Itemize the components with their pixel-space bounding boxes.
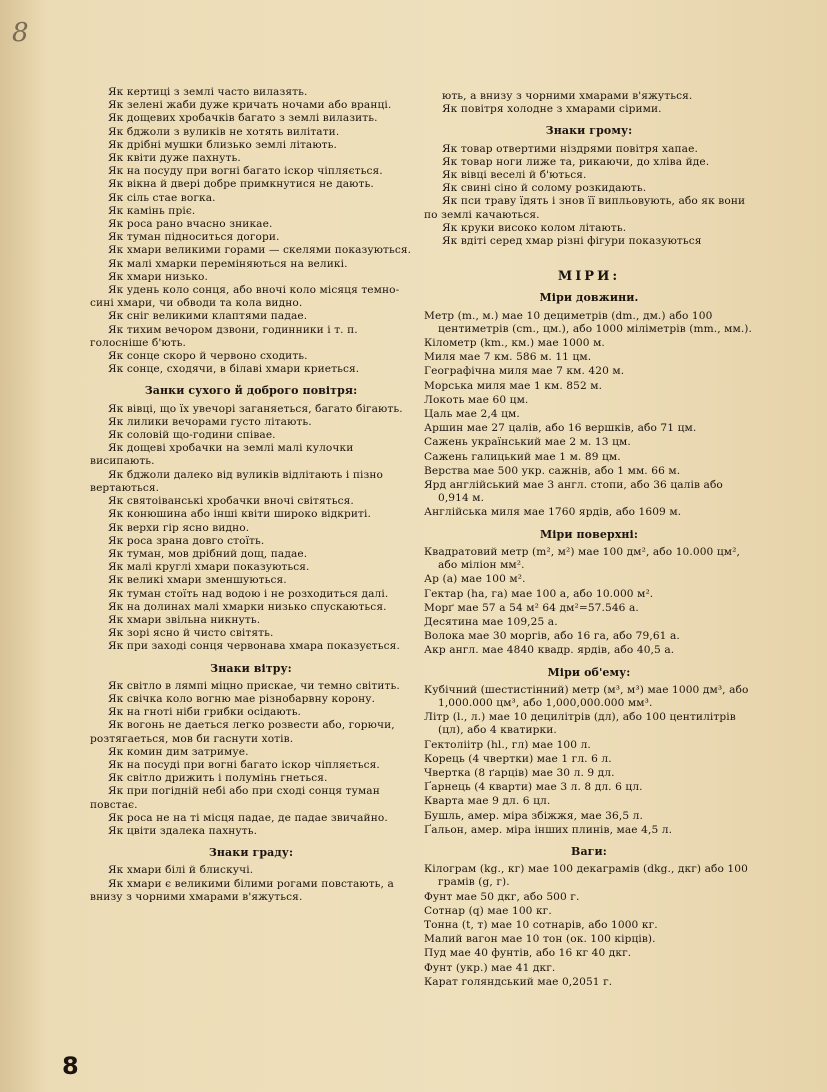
measure-entry: Ярд англійський мае 3 англ. стопи, або 36 цалів або 0,914 м. bbox=[424, 479, 723, 505]
measure-entry: Кілограм (kg., кг) мае 100 декаграмів (dkg., дкг) або 100 грамів (g, г). bbox=[424, 863, 748, 889]
measure-entry: Географічна миля мае 7 км. 420 м. bbox=[424, 365, 625, 378]
measure-entry: Бушль, амер. міра збіжжя, мае 36,5 л. bbox=[424, 809, 643, 822]
measure-entry: Кубічний (шестистінний) метр (м³, м³) мае 1000 дм³, або 1,000.000 цм³, або 1,000,000.000 мм³. bbox=[424, 683, 749, 709]
sign-line: Як зорі ясно й чисто світять. bbox=[108, 627, 274, 640]
sign-line: Як туман підноситься догори. bbox=[108, 231, 280, 244]
measure-entry: Кварта мае 9 дл. 6 цл. bbox=[424, 795, 551, 808]
measure-entry: Ґальон, амер. міра інших плинів, мае 4,5 л. bbox=[424, 823, 673, 836]
sign-line: Як роса рано вчасно зникае. bbox=[108, 218, 273, 231]
sign-line: Як хмари білі й блискучі. bbox=[108, 864, 254, 877]
sign-line: Як дощеві хробачки на землі малі кулочки висипають. bbox=[90, 442, 354, 468]
measure-entry: Локоть мае 60 цм. bbox=[424, 393, 529, 406]
measure-entry: Квадратовий метр (m², м²) мае 100 дм², або 10.000 цм², або мілiон мм². bbox=[424, 545, 740, 572]
sign-line: Як камінь пріє. bbox=[108, 204, 196, 217]
sign-line: Як тихим вечором дзвони, годинники і т. п. голосніше б'ють. bbox=[90, 323, 358, 349]
measure-entry: Морська миля мае 1 км. 852 м. bbox=[424, 379, 603, 392]
measure-entry: Аршин мае 27 цалів, або 16 вершків, або 71 цм. bbox=[424, 422, 697, 435]
sign-line: Як роса не на ті місця падае, де падае звичайно. bbox=[108, 811, 388, 824]
sign-line: Як на гноті ніби грибки осідають. bbox=[108, 706, 302, 719]
sign-line: Як туман стоїть над водою і не розходиться далі. bbox=[108, 587, 389, 600]
measure-entry: Англійська миля мае 1760 ярдів, або 1609 м. bbox=[424, 506, 682, 519]
sign-line: Як світло дрижить і полумінь гнеться. bbox=[108, 772, 328, 785]
sign-line: Як дрібні мушки близько землі літають. bbox=[108, 138, 337, 151]
sign-line: Як бджоли з вуликів не хотять вилітати. bbox=[108, 125, 340, 138]
weight-measures-list bbox=[424, 863, 754, 989]
sign-line: Як на посуді при вогні багато іскор чіпляється. bbox=[108, 758, 380, 771]
measure-entry: Корець (4 чвертки) мае 1 гл. 6 л. bbox=[424, 752, 612, 765]
measure-entry: Сажень український мае 2 м. 13 цм. bbox=[424, 436, 631, 449]
wind-signs-list bbox=[90, 680, 412, 838]
wind-signs-heading: Знаки вітру: bbox=[210, 661, 292, 675]
measure-entry: Ар (а) мае 100 м². bbox=[424, 573, 526, 586]
sign-line: Як вівці, що їх увечорі заганяеться, багато бігають. bbox=[108, 402, 403, 415]
volume-measures-list bbox=[424, 684, 754, 837]
sign-line: Як хмари звільна никнуть. bbox=[108, 613, 261, 626]
sign-line: Як сніг великими клаптями падае. bbox=[108, 310, 308, 323]
sign-line: Як хмари низько. bbox=[108, 270, 208, 283]
length-measures-list bbox=[424, 310, 754, 520]
measure-entry: Десятина мае 109,25 а. bbox=[424, 615, 558, 628]
length-measures-heading: Міри довжини. bbox=[539, 291, 639, 305]
dry-weather-list bbox=[90, 403, 412, 654]
measure-entry: Малий вагон мае 10 тон (ок. 100 кірців). bbox=[424, 933, 656, 946]
measure-entry: Гектар (ha, га) мае 100 а, або 10.000 м². bbox=[424, 587, 654, 600]
sign-line: Як свині сіно й солому розкидають. bbox=[442, 182, 647, 195]
sign-line: Як свічка коло вогню мае різнобарвну корону. bbox=[108, 692, 376, 705]
thunder-signs-list bbox=[424, 143, 754, 249]
sign-line: Як кертиці з землі часто вилазять. bbox=[108, 86, 308, 98]
sign-line: Як пси траву їдять і знов її випльовують, або як вони по землі качаються. bbox=[424, 195, 746, 221]
measure-entry: Цаль мае 2,4 цм. bbox=[424, 408, 520, 421]
sign-line: Як бджоли далеко від вуликів відлітають і пізно вертаються. bbox=[90, 468, 384, 494]
sign-line: Як конюшина або інші квіти широко відкриті. bbox=[108, 508, 371, 521]
measure-entry: Фунт (укр.) мае 41 дкг. bbox=[424, 961, 556, 974]
measure-entry: Кілометр (km., км.) мае 1000 м. bbox=[424, 337, 605, 350]
volume-measures-heading: Міри об'ему: bbox=[547, 665, 631, 679]
sign-line: Як малі хмарки переміняються на великі. bbox=[108, 257, 348, 270]
sign-line: Як вогонь не даеться легко розвести або, горючи, розтягаеться, мов би гаснути хотів. bbox=[90, 719, 395, 745]
hail-signs-continued bbox=[424, 90, 754, 116]
sign-line: Як повітря холодне з хмарами сірими. bbox=[442, 103, 662, 116]
measure-entry: Миля мае 7 км. 586 м. 11 цм. bbox=[424, 351, 592, 364]
sign-line: Як на посуду при вогні багато іскор чіпляється. bbox=[108, 165, 383, 178]
sign-line: Як туман, мов дрібний дощ, падае. bbox=[108, 547, 308, 560]
measure-entry: Верства мае 500 укр. сажнів, або 1 мм. 66 м. bbox=[424, 464, 681, 477]
sign-line: Як лилики вечорами густо літають. bbox=[108, 415, 312, 428]
left-column bbox=[90, 86, 412, 904]
sign-line: ють, а внизу з чорними хмарами в'яжуться. bbox=[442, 90, 693, 102]
measure-entry: Сажень галицький мае 1 м. 89 цм. bbox=[424, 450, 621, 463]
sign-line: Як цвіти здалека пахнуть. bbox=[108, 824, 258, 837]
sign-line: Як сонце, сходячи, в білаві хмари криеться. bbox=[108, 363, 360, 376]
measure-entry: Фунт мае 50 дкг, або 500 г. bbox=[424, 890, 580, 903]
sign-line: Як при погідній небі або при сході сонця туман повстає. bbox=[90, 785, 380, 811]
measure-entry: Літр (l., л.) мае 10 децилітрів (дл), або 100 центилітрів (цл), або 4 кватирки. bbox=[424, 711, 736, 737]
right-column bbox=[424, 90, 754, 990]
measure-entry: Волока мае 30 моргів, або 16 га, або 79,61 а. bbox=[424, 630, 680, 643]
handwritten-page-note: 8 bbox=[12, 18, 29, 48]
measure-entry: Сотнар (q) мае 100 кг. bbox=[424, 904, 552, 917]
sign-line: Як роса зрана довго стоїть. bbox=[108, 534, 265, 547]
sign-line: Як квіти дуже пахнуть. bbox=[108, 152, 241, 165]
sign-line: Як хмари великими горами — скелями показуються. bbox=[108, 244, 412, 257]
hail-signs-list bbox=[90, 864, 412, 904]
measure-entry: Метр (m., м.) мае 10 дециметрів (dm., дм.) або 100 центиметрів (cm., цм.), або 1000 міліметрів (mm., мм.). bbox=[424, 309, 752, 335]
sign-line: Як дощевих хробачків багато з землі вилазить. bbox=[108, 112, 378, 125]
thunder-signs-heading: Знаки грому: bbox=[545, 124, 633, 138]
sign-line: Як при заході сонця червонава хмара показується. bbox=[108, 640, 400, 653]
measure-entry: Ґарнець (4 кварти) мае 3 л. 8 дл. 6 цл. bbox=[424, 781, 643, 794]
measure-entry: Акр англ. мае 4840 квадр. ярдів, або 40,5 а. bbox=[424, 644, 675, 657]
sign-line: Як верхи гір ясно видно. bbox=[108, 521, 250, 534]
sign-line: Як малі круглі хмари показуються. bbox=[108, 561, 310, 574]
sign-line: Як товар отвертими ніздрями повітря хапае. bbox=[442, 142, 698, 155]
dry-weather-heading: Занки сухого й доброго повітря: bbox=[144, 384, 358, 398]
sign-line: Як святоіванські хробачки вночі світяться. bbox=[108, 495, 354, 508]
sign-line: Як вдіті серед хмар різні фігури показуються bbox=[442, 235, 702, 248]
sign-line: Як світло в лямпі міцно прискае, чи темно світить. bbox=[108, 679, 400, 692]
sign-line: Як хмари є великими білими рогами повстають, а внизу з чорними хмарами в'яжуться. bbox=[90, 877, 394, 903]
measure-entry: Морґ мае 57 а 54 м² 64 дм²=57.546 а. bbox=[424, 601, 639, 614]
measure-entry: Карат голяндський мае 0,2051 г. bbox=[424, 975, 613, 988]
sign-line: Як великі хмари зменшуються. bbox=[108, 574, 287, 587]
area-measures-list bbox=[424, 546, 754, 658]
hail-signs-heading: Знаки граду: bbox=[208, 846, 294, 860]
measure-entry: Чвертка (8 ґарців) мае 30 л. 9 дл. bbox=[424, 766, 615, 779]
sign-line: Як круки високо колом літають. bbox=[442, 221, 627, 234]
sign-line: Як товар ноги лиже та, рикаючи, до хліва йде. bbox=[442, 155, 710, 168]
sign-line: Як сонце скоро й червоно сходить. bbox=[108, 350, 308, 363]
sign-line: Як вівці веселі й б'ються. bbox=[442, 169, 587, 182]
sign-line: Як удень коло сонця, або вночі коло місяця темно-сині хмари, чи обводи та кола видно. bbox=[90, 284, 400, 310]
measure-entry: Пуд мае 40 фунтів, або 16 кг 40 дкг. bbox=[424, 947, 632, 960]
sign-line: Як комин дим затримуе. bbox=[108, 745, 249, 758]
sign-line: Як сіль стае вогка. bbox=[108, 191, 216, 204]
sign-line: Як соловій що-години співае. bbox=[108, 429, 276, 442]
sign-line: Як на долинах малі хмарки низько спускаються. bbox=[108, 600, 387, 613]
rain-signs-list bbox=[90, 86, 412, 376]
measure-entry: Тонна (t, т) мае 10 сотнарів, або 1000 кг. bbox=[424, 918, 658, 931]
page-number: 8 bbox=[62, 1052, 79, 1080]
measure-entry: Гектоліітр (hl., гл) мае 100 л. bbox=[424, 738, 591, 751]
area-measures-heading: Міри поверхні: bbox=[539, 527, 638, 541]
sign-line: Як зелені жаби дуже кричать ночами або вранці. bbox=[108, 99, 392, 112]
weight-measures-heading: Ваги: bbox=[571, 844, 607, 858]
sign-line: Як вікна й двері добре примкнутися не дають. bbox=[108, 178, 374, 191]
measures-heading: МІРИ: bbox=[557, 269, 621, 285]
